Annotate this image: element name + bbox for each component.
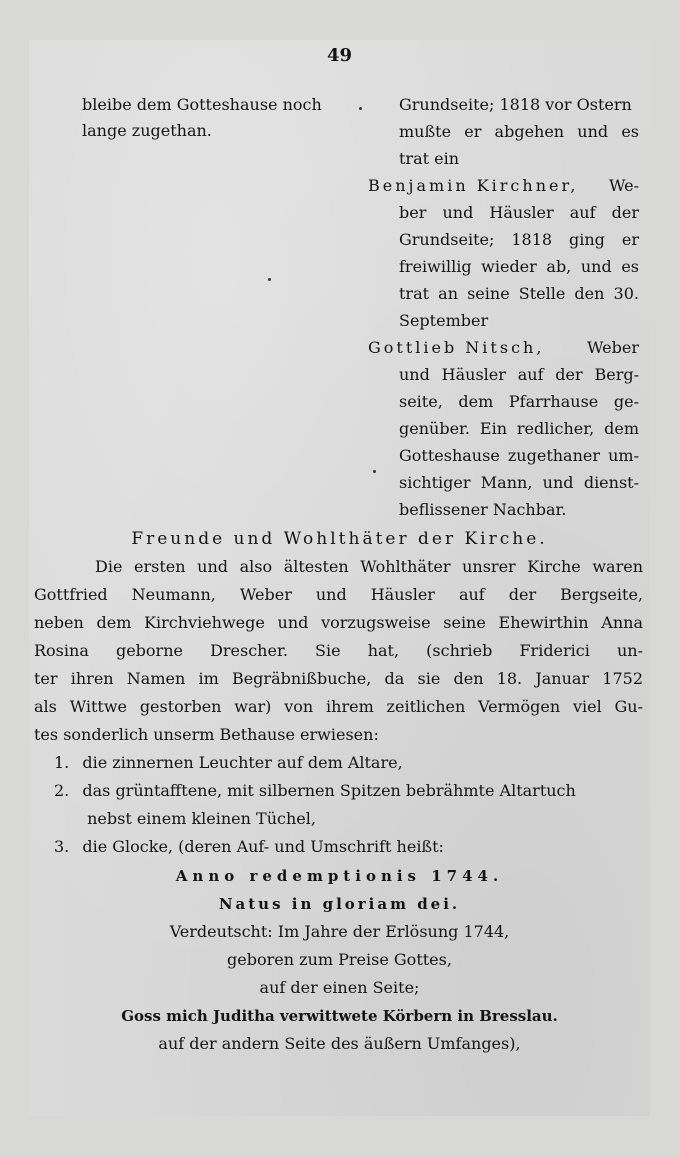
ink-speck	[359, 107, 362, 110]
section-heading: Freunde und Wohlthäter der Kirche.	[131, 529, 548, 549]
right-column-line-1: Grundseite; 1818 vor Ostern	[399, 95, 632, 114]
entry-2-line-3: genüber. Ein redlicher, dem	[399, 419, 639, 438]
entry-benjamin-kirchner	[368, 176, 639, 196]
right-column-line-2: mußte er abgehen und es	[399, 122, 639, 141]
inscription-line-2: Natus in gloriam dei.	[218, 895, 461, 913]
inscription-line-4: geboren zum Preise Gottes,	[227, 950, 452, 969]
list-item	[54, 809, 316, 829]
entry-2-line-4: Gotteshause zugethaner um-	[399, 446, 639, 465]
ink-speck	[373, 470, 376, 473]
inscription-line-5: auf der einen Seite;	[259, 978, 420, 997]
ink-speck	[268, 278, 271, 281]
paragraph-line-1: Die ersten und also ältesten Wohlthäter unsrer Kirche waren	[95, 557, 643, 576]
paragraph-line-6: als Wittwe gestorben war) von ihrem zeitlichen Vermögen viel Gu-	[34, 697, 643, 716]
entry-2-line-5: sichtiger Mann, und dienst-	[399, 473, 639, 492]
paragraph-line-3: neben dem Kirchviehwege und vorzugsweise seine Ehewirthin Anna	[34, 613, 643, 632]
left-column-line-1: bleibe dem Gotteshause noch	[82, 95, 322, 114]
page-number: 49	[326, 45, 353, 66]
list-item-number: 3.	[54, 837, 70, 856]
entry-1-name-rest: We-	[608, 176, 639, 195]
entry-1-name: Benjamin Kirchner,	[368, 176, 579, 195]
entry-1-line-1: ber und Häusler auf der	[399, 203, 639, 222]
right-column-line-3: trat ein	[399, 149, 460, 168]
list-item-text: nebst einem kleinen Tüchel,	[87, 809, 316, 828]
paragraph-line-2: Gottfried Neumann, Weber und Häusler auf der Bergseite,	[34, 585, 643, 604]
entry-2-name-rest: Weber	[587, 338, 639, 357]
entry-2-line-2: seite, dem Pfarrhause ge-	[399, 392, 639, 411]
entry-1-line-5: September	[399, 311, 489, 330]
inscription-line-1: Anno redemptionis 1744.	[175, 867, 504, 885]
list-item-text: die Glocke, (deren Auf- und Umschrift heißt:	[82, 837, 444, 856]
list-item-number: 1.	[54, 753, 70, 772]
inscription-line-7: auf der andern Seite des äußern Umfanges),	[158, 1034, 521, 1053]
paragraph-line-7: tes sonderlich unserm Bethause erwiesen:	[34, 725, 379, 744]
entry-1-line-3: freiwillig wieder ab, und es	[399, 257, 639, 276]
list-item-number: 2.	[54, 781, 70, 800]
inscription-line-3: Verdeutscht: Im Jahre der Erlösung 1744,	[169, 922, 510, 941]
list-item	[54, 837, 444, 857]
entry-2-line-6: beflissener Nachbar.	[399, 500, 567, 519]
list-item-text: das grüntafftene, mit silbernen Spitzen bebrähmte Altartuch	[82, 781, 576, 800]
entry-gottlieb-nitsch	[368, 338, 639, 358]
list-item-text: die zinnernen Leuchter auf dem Altare,	[82, 753, 403, 772]
book-page	[29, 40, 650, 1116]
inscription-line-6: Goss mich Juditha verwittwete Körbern in Bresslau.	[121, 1007, 558, 1025]
left-column-line-2: lange zugethan.	[82, 121, 212, 140]
entry-1-line-2: Grundseite; 1818 ging er	[399, 230, 639, 249]
entry-2-name: Gottlieb Nitsch,	[368, 338, 545, 357]
paragraph-line-5: ter ihren Namen im Begräbnißbuche, da sie den 18. Januar 1752	[34, 669, 643, 688]
paragraph-line-4: Rosina geborne Drescher. Sie hat, (schrieb Friderici un-	[34, 641, 643, 660]
list-item	[54, 753, 403, 773]
entry-1-line-4: trat an seine Stelle den 30.	[399, 284, 639, 303]
list-item	[54, 781, 643, 801]
entry-2-line-1: und Häusler auf der Berg-	[399, 365, 639, 384]
